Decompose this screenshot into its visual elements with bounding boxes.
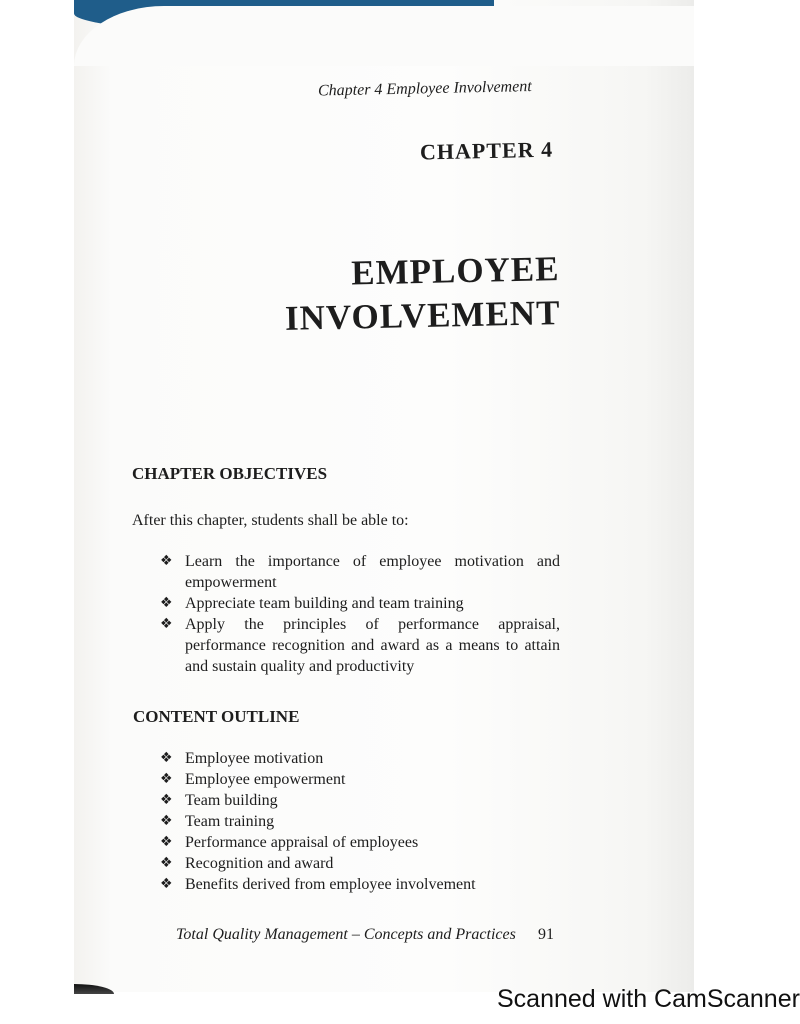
page-corner	[74, 6, 694, 66]
chapter-title-line-1: EMPLOYEE	[350, 249, 560, 293]
list-item: ❖ Employee empowerment	[160, 771, 346, 788]
page-number: 91	[538, 926, 554, 943]
list-item: ❖ Benefits derived from employee involvement	[160, 876, 476, 893]
running-head: Chapter 4 Employee Involvement	[317, 78, 532, 100]
chapter-title-line-2: INVOLVEMENT	[284, 293, 561, 338]
chapter-label: CHAPTER 4	[419, 136, 554, 165]
footer-book-title: Total Quality Management – Concepts and Practices	[176, 926, 516, 943]
list-item: ❖ Recognition and award	[160, 855, 334, 872]
diamond-bullet-icon: ❖	[160, 876, 173, 892]
list-item: ❖ Learn the importance of employee motivation and empowerment	[160, 553, 560, 591]
diamond-bullet-icon: ❖	[160, 616, 173, 632]
diamond-bullet-icon: ❖	[160, 771, 173, 787]
diamond-bullet-icon: ❖	[160, 595, 173, 611]
chapter-title	[281, 247, 561, 341]
list-item: ❖ Team building	[160, 792, 278, 809]
objectives-list	[160, 551, 560, 677]
outline-heading: CONTENT OUTLINE	[133, 707, 300, 726]
diamond-bullet-icon: ❖	[160, 834, 173, 850]
list-item: ❖ Appreciate team building and team training	[160, 595, 464, 612]
outline-list	[160, 748, 560, 895]
diamond-bullet-icon: ❖	[160, 553, 173, 569]
list-item: ❖ Apply the principles of performance appraisal, performance recognition and award as a means to attain and sustain quality and productivity	[160, 616, 560, 675]
list-item: ❖ Employee motivation	[160, 750, 324, 767]
list-item: ❖ Performance appraisal of employees	[160, 834, 419, 851]
diamond-bullet-icon: ❖	[160, 750, 173, 766]
list-item: ❖ Team training	[160, 813, 275, 830]
diamond-bullet-icon: ❖	[160, 855, 173, 871]
objectives-intro: After this chapter, students shall be able to:	[132, 512, 409, 529]
diamond-bullet-icon: ❖	[160, 813, 173, 829]
scanner-watermark: Scanned with CamScanner	[497, 985, 800, 1013]
objectives-heading: CHAPTER OBJECTIVES	[132, 464, 328, 483]
diamond-bullet-icon: ❖	[160, 792, 173, 808]
